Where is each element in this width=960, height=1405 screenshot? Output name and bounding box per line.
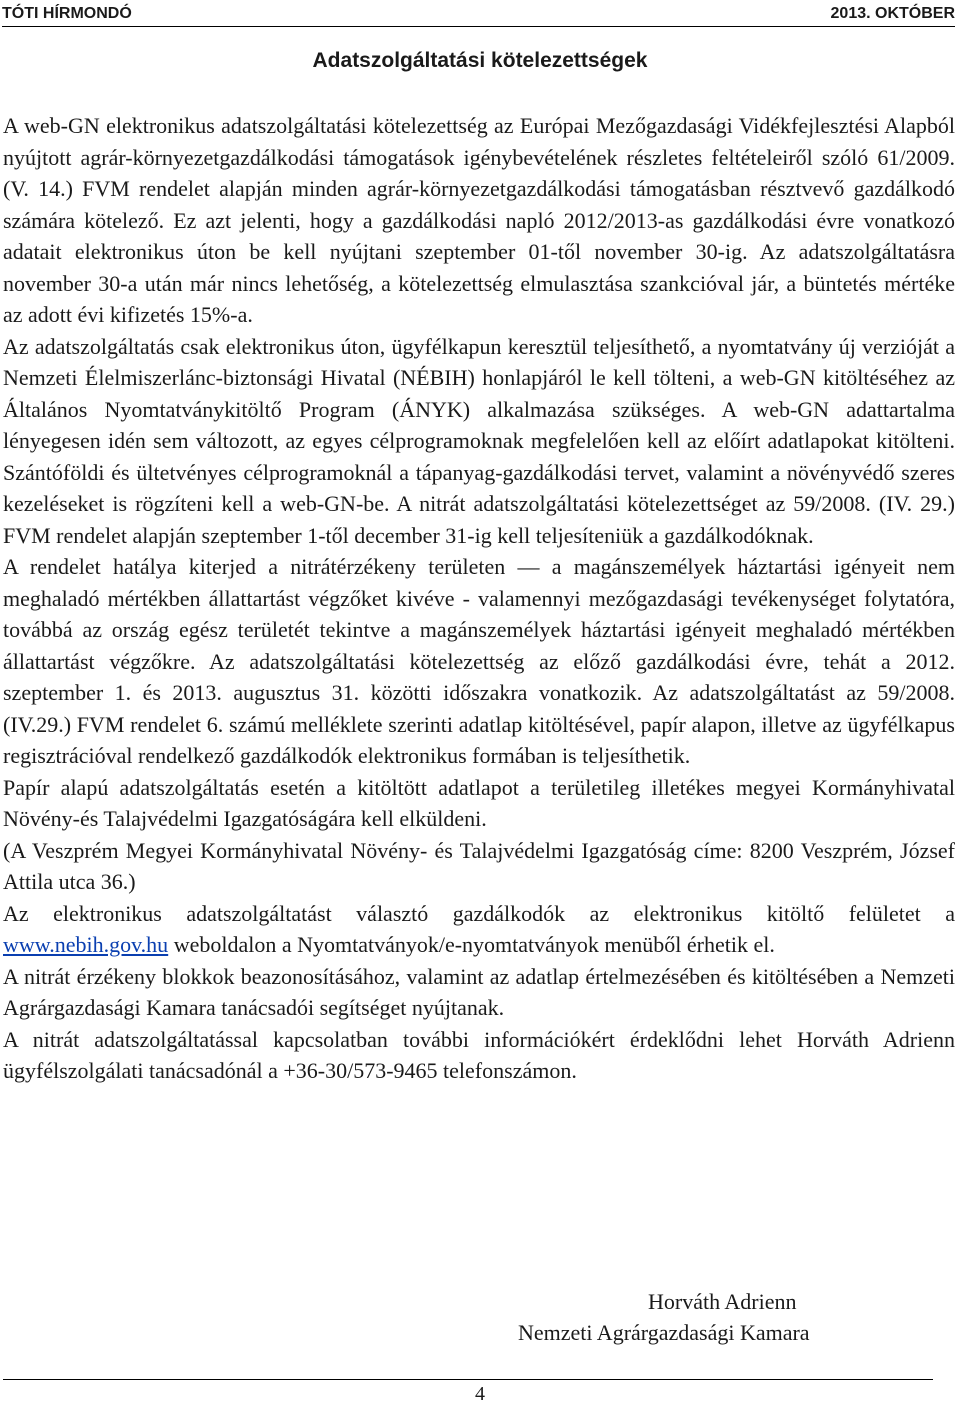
publication-date: 2013. OKTÓBER xyxy=(830,5,955,22)
article-title: Adatszolgáltatási kötelezettségek xyxy=(312,49,648,72)
paragraph-6-text-before: Az elektronikus adatszolgáltatást választó gazdálkodók az elektronikus kitöltő felületet a xyxy=(3,900,955,926)
page-header xyxy=(2,4,955,27)
paragraph-6 xyxy=(3,898,955,961)
nebih-website-link[interactable]: www.nebih.gov.hu xyxy=(3,932,169,957)
paragraph-6-text-after: weboldalon a Nyomtatványok/e-nyomtatványok menüből érhetik el. xyxy=(168,932,775,957)
paragraph-3: A rendelet hatálya kiterjed a nitrátérzékeny területen — a magánszemélyek háztartási igényeit nem meghaladó mértékben állattartást végzőket kivéve - valamennyi mezőgazdasági tevékenységet folytatóra, továbbá az ország egész területét tekintve a magánszemélyek háztartási igényeit meghaladó mértékben állattartást végzőkre. Az adatszolgáltatási kötelezettség az előző gazdálkodási évre, tehát a 2012. szeptember 1. és 2013. augusztus 31. közötti időszakra vonatkozik. Az adatszolgáltatást az 59/2008. (IV.29.) FVM rendelet 6. számú melléklete szerinti adatlap kitöltésével, papír alapon, illetve az ügyfélkapus regisztrációval rendelkező gazdálkodók elektronikus formában is teljesíthetik. xyxy=(3,554,955,768)
paragraph-7: A nitrát érzékeny blokkok beazonosításához, valamint az adatlap értelmezésében és kitöltésében a Nemzeti Agrárgazdasági Kamara tanácsadói segítséget nyújtanak. xyxy=(3,963,955,1020)
article-body xyxy=(3,110,955,1087)
page-number: 4 xyxy=(475,1383,485,1405)
paragraph-8: A nitrát adatszolgáltatással kapcsolatban további információkért érdeklődni lehet Horváth Adrienn ügyfélszolgálati tanácsadónál a +36-30/573-9465 telefonszámon. xyxy=(3,1026,955,1083)
signature-name: Horváth Adrienn xyxy=(648,1289,797,1314)
footer-divider xyxy=(3,1379,933,1380)
signature-organization: Nemzeti Agrárgazdasági Kamara xyxy=(518,1320,810,1345)
paragraph-5: (A Veszprém Megyei Kormányhivatal Növény- és Talajvédelmi Igazgatóság címe: 8200 Veszprém, József Attila utca 36.) xyxy=(3,837,955,894)
paragraph-4: Papír alapú adatszolgáltatás esetén a kitöltött adatlapot a területileg illetékes megyei Kormányhivatal Növény-és Talajvédelmi Igazgatóságára kell elküldeni. xyxy=(3,774,955,831)
paragraph-1: A web-GN elektronikus adatszolgáltatási kötelezettség az Európai Mezőgazdasági Vidékfejlesztési Alapból nyújtott agrár-környezetgazdálkodási támogatások igénybevételének részletes feltételeiről szóló 61/2009. (V. 14.) FVM rendelet alapján minden agrár-környezetgazdálkodási támogatásban résztvevő gazdálkodó számára kötelező. Ez azt jelenti, hogy a gazdálkodási napló 2012/2013-as gazdálkodási évre vonatkozó adatait elektronikus úton be kell nyújtani szeptember 01-től november 30-ig. Az adatszolgáltatásra november 30-a után már nincs lehetőség, a kötelezettség elmulasztása szankcióval jár, a büntetés mértéke az adott évi kifizetés 15%-a. xyxy=(3,113,955,327)
paragraph-2: Az adatszolgáltatás csak elektronikus úton, ügyfélkapun keresztül teljesíthető, a nyomtatvány új verzióját a Nemzeti Élelmiszerlánc-biztonsági Hivatal (NÉBIH) honlapjáról le kell tölteni, a web-GN kitöltéséhez az Általános Nyomtatványkitöltő Program (ÁNYK) alkalmazása szükséges. A web-GN adattartalma lényegesen idén sem változott, az egyes célprogramoknak megfelelően kell az előírt adatlapokat kitölteni. Szántóföldi és ültetvényes célprogramoknál a tápanyag-gazdálkodási tervet, valamint a növényvédő szeres kezeléseket is rögzíteni kell a web-GN-be. A nitrát adatszolgáltatási kötelezettséget az 59/2008. (IV. 29.) FVM rendelet alapján szeptember 1-től december 31-ig kell teljesíteniük a gazdálkodóknak. xyxy=(3,333,955,548)
publication-name: TÓTI HÍRMONDÓ xyxy=(2,5,132,22)
